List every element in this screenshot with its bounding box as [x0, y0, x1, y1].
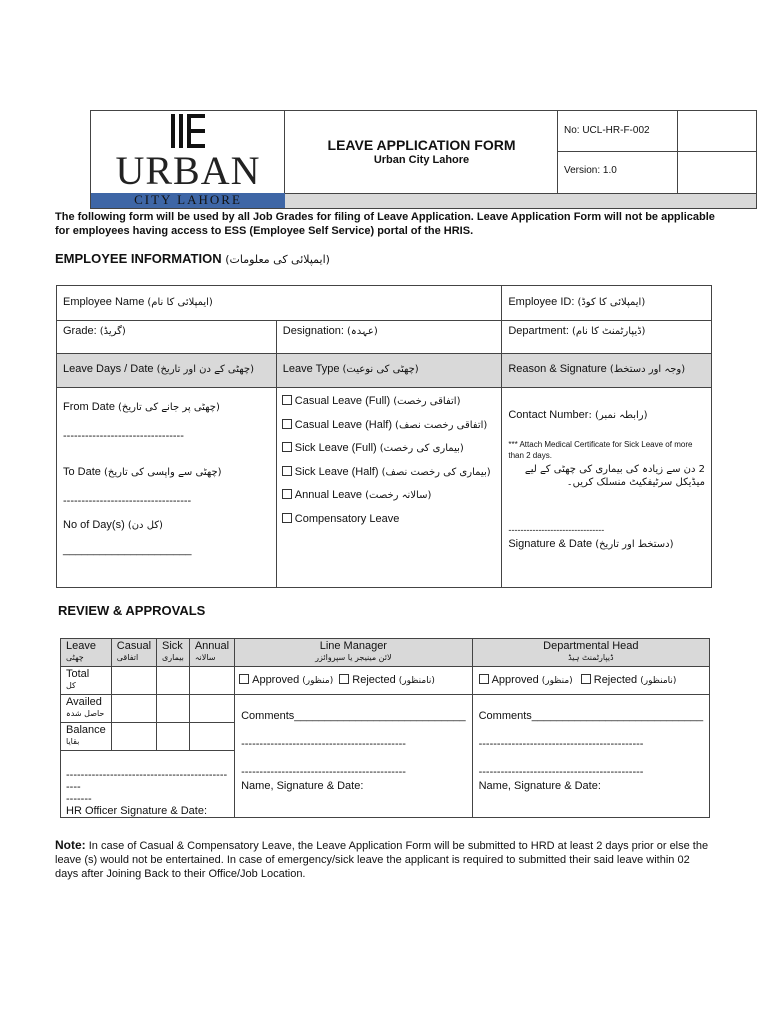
signature-line[interactable]: -------------------------------- [508, 525, 605, 535]
title-cell [285, 111, 558, 193]
balance-casual[interactable] [111, 723, 156, 751]
note-text: In case of Casual & Compensatory Leave, the Leave Application Form will be submitted to HRD at least 2 days prior or else the leave (s) would not be entertained. In case of emergency/sick leave the applicant is required to submitted their said leave within 02 days after Joining Back to their Office/Job Location. [55, 840, 709, 880]
doc-number-row [558, 111, 756, 152]
logo-cell [91, 111, 285, 208]
dh-rejected-checkbox[interactable] [581, 674, 591, 684]
hr-officer-cell [61, 751, 235, 818]
hr-officer-signature: HR Officer Signature & Date: [66, 805, 208, 817]
dept-head-comments-cell [472, 695, 709, 818]
contact-number-label[interactable]: Contact Number(رابطہ نمبر) : [508, 409, 648, 421]
medical-note-urdu: 2 دن سے زیادہ کی بیماری کی چھٹی کے لیے میڈیکل سرٹیفکیٹ منسلک کریں۔ [524, 464, 705, 488]
doc-number: No: UCL-HR-F-002 [564, 125, 650, 136]
review-approvals-table [60, 638, 710, 818]
doc-version: Version: 1.0 [564, 165, 617, 176]
leave-type-label: Casual Leave (Half) [294, 418, 392, 431]
col-dept-head: Departmental Head ڈیپارٹمنٹ ہیڈ [472, 639, 709, 667]
leave-type-cell [276, 388, 502, 588]
col-casual: Casual اتفاقی [111, 639, 156, 667]
signature-label: Signature & Date (دستخط اور تاریخ) [508, 538, 674, 550]
note-label: Note: [55, 838, 86, 852]
version-row [558, 152, 756, 193]
designation-cell[interactable]: Designation: (عہدہ) [276, 321, 502, 354]
row-total-label: Total کل [61, 667, 112, 695]
lm-dash-line-2[interactable]: --------------------------------------------- [241, 766, 406, 778]
leave-days-header: Leave Days / Date (چھٹی کے دن اور تاریخ) [57, 354, 277, 388]
lm-approved-checkbox[interactable] [239, 674, 249, 684]
leave-type-list [277, 388, 502, 534]
from-date-line[interactable]: --------------------------------- [63, 430, 184, 442]
leave-type-header: Leave Type (چھٹی کی نوعیت) [276, 354, 502, 388]
leave-type-checkbox[interactable] [282, 442, 292, 452]
line-manager-decision: Approved (منظور) Rejected (نامنظور) [235, 667, 472, 695]
balance-sick[interactable] [157, 723, 190, 751]
leave-type-checkbox[interactable] [282, 466, 292, 476]
from-date-label: From Date (چھٹی پر جانے کی تاریخ) [63, 401, 220, 413]
line-manager-comments-cell [235, 695, 472, 818]
dh-approved-checkbox[interactable] [479, 674, 489, 684]
col-sick: Sick بیماری [157, 639, 190, 667]
leave-type-label-urdu: (اتفاقی رخصت نصف) [395, 419, 488, 431]
employee-section-title-urdu: (ایمپلائی کی معلومات) [225, 253, 330, 266]
leave-type-label: Annual Leave [294, 489, 363, 502]
col-line-manager: Line Manager لائن مینیجر یا سپروائزر [235, 639, 472, 667]
total-sick[interactable] [157, 667, 190, 695]
lm-rejected-checkbox[interactable] [339, 674, 349, 684]
leave-type-label: Sick Leave (Full) [294, 442, 377, 455]
leave-type-option[interactable] [282, 484, 497, 508]
form-subtitle: Urban City Lahore [373, 154, 470, 166]
row-availed-label: Availed حاصل شدہ [61, 695, 112, 723]
meta-cell [558, 111, 756, 193]
intro-text: The following form will be used by all Job Grades for filing of Leave Application. Leave Application Form will not be applicable for employees having access to ESS (Employee Self Service) portal of the HRIS. [55, 211, 715, 237]
lm-name-signature: Name, Signature & Date: [241, 780, 364, 792]
leave-type-label-urdu: (سالانہ رخصت) [365, 490, 432, 502]
dh-dash-line[interactable]: --------------------------------------------- [478, 738, 644, 750]
employee-section-title: EMPLOYEE INFORMATION (ایمپلائی کی معلومات) [55, 251, 330, 266]
employee-name-cell[interactable]: Employee Name (ایمپلائی کا نام) [57, 286, 502, 321]
col-annual: Annual سالانہ [189, 639, 234, 667]
leave-type-label: Sick Leave (Half) [294, 465, 379, 478]
form-header [90, 110, 757, 209]
row-balance-label: Balance بقایا [61, 723, 112, 751]
leave-type-option[interactable] [282, 414, 497, 438]
leave-type-label-urdu: (بیماری کی رخصت نصف) [381, 466, 491, 478]
to-date-label: To Date (چھٹی سے واپسی کی تاریخ) [63, 466, 222, 478]
availed-sick[interactable] [157, 695, 190, 723]
logo-subtitle: CITY LAHORE [134, 192, 242, 207]
leave-type-option[interactable] [282, 508, 497, 532]
days-label: No of Day(s) (کل دن) [63, 519, 163, 531]
dept-head-decision: Approved (منظور) Rejected (نامنظور) [472, 667, 709, 695]
dh-dash-line-2[interactable]: --------------------------------------------- [478, 766, 644, 778]
logo-wordmark: URBAN [115, 148, 261, 193]
leave-type-checkbox[interactable] [282, 489, 292, 499]
leave-type-option[interactable] [282, 437, 497, 461]
employee-info-table [56, 285, 712, 588]
days-line[interactable]: _____________________ [63, 544, 192, 556]
availed-casual[interactable] [111, 695, 156, 723]
hr-dash-line-2: ------- [66, 793, 92, 805]
lm-dash-line[interactable]: --------------------------------------------- [241, 738, 406, 750]
dh-comments-line[interactable]: Comments____________________________ [478, 710, 704, 722]
urban-logo-mark-icon [171, 114, 207, 148]
leave-type-label: Compensatory Leave [294, 512, 400, 525]
department-cell[interactable]: Department: (ڈیپارٹمنٹ کا نام) [502, 321, 712, 354]
leave-type-label-urdu: (اتفاقی رخصت) [393, 396, 461, 407]
leave-type-checkbox[interactable] [282, 513, 292, 523]
review-section-title: REVIEW & APPROVALS [58, 603, 206, 618]
form-title: LEAVE APPLICATION FORM [327, 137, 516, 153]
grade-cell[interactable]: Grade: (گریڈ) [57, 321, 277, 354]
balance-annual[interactable] [189, 723, 234, 751]
reason-signature-cell [502, 388, 712, 588]
col-leave: Leave چھٹی [61, 639, 112, 667]
employee-id-cell[interactable]: Employee ID: (ایمپلائی کا کوڈ) [502, 286, 712, 321]
medical-note: *** Attach Medical Certificate for Sick Leave of more than 2 days. [508, 440, 693, 460]
leave-type-label: Casual Leave (Full) [294, 395, 391, 407]
dh-name-signature: Name, Signature & Date: [478, 780, 601, 792]
total-annual[interactable] [189, 667, 234, 695]
reason-header: Reason & Signature (وجہ اور دستخط) [502, 354, 712, 388]
leave-type-label-urdu: (بیماری کی رخصت) [379, 443, 464, 455]
leave-type-option[interactable] [282, 390, 497, 414]
note-block [55, 838, 715, 881]
header-grey-band [285, 193, 756, 208]
to-date-line[interactable]: ----------------------------------- [63, 495, 192, 507]
leave-days-cell [57, 388, 277, 588]
hr-dash-line[interactable]: ------------------------------------------------ [66, 769, 228, 793]
leave-type-checkbox[interactable] [282, 419, 292, 429]
availed-annual[interactable] [189, 695, 234, 723]
lm-comments-line[interactable]: Comments____________________________ [241, 710, 466, 722]
leave-type-option[interactable] [282, 461, 497, 485]
leave-type-checkbox[interactable] [282, 395, 292, 405]
total-casual[interactable] [111, 667, 156, 695]
